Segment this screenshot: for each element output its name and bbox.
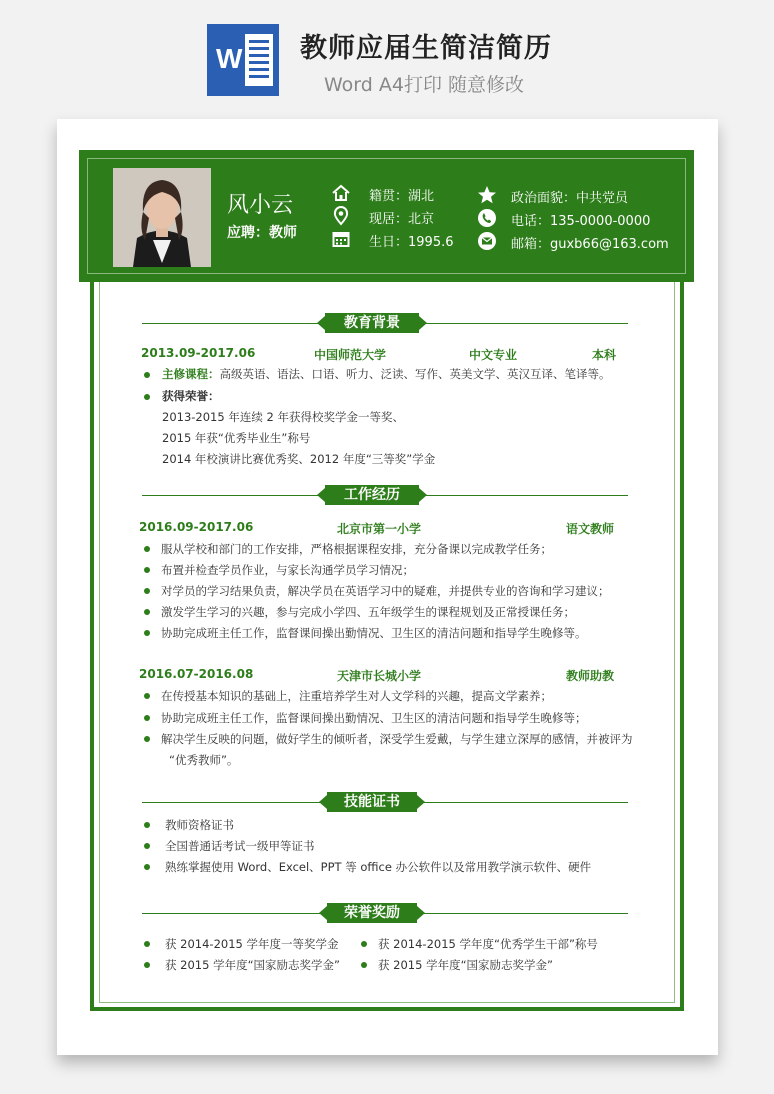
- star-icon: [477, 185, 497, 205]
- bullet: [144, 822, 150, 828]
- award-item: 获 2015 学年度“国家励志奖学金”: [378, 958, 553, 972]
- job-role: 语文教师: [566, 522, 615, 536]
- bullet: [144, 567, 150, 573]
- calendar-icon: [331, 229, 351, 249]
- bullet: [144, 546, 150, 552]
- word-document-icon: [207, 24, 279, 96]
- job-duty: 在传授基本知识的基础上，注重培养学生对人文学科的兴趣，提高文学素养；: [161, 689, 552, 703]
- education-section-title: 教育背景: [325, 313, 419, 333]
- skills-section-title: 技能证书: [327, 792, 417, 812]
- politics-text: 政治面貌：中共党员: [511, 191, 629, 206]
- bullet: [144, 630, 150, 636]
- award-item: 获 2014-2015 学年度一等奖学金: [165, 937, 339, 951]
- courses-line: [162, 366, 611, 382]
- home-icon: [331, 183, 351, 203]
- award-item: 获 2014-2015 学年度“优秀学生干部”称号: [378, 937, 598, 951]
- honors-label: 获得荣誉：: [162, 389, 220, 403]
- job-period: 2016.07-2016.08: [139, 667, 254, 681]
- award-item: 获 2015 学年度“国家励志奖学金”: [165, 958, 340, 972]
- bullet: [361, 962, 367, 968]
- education-period: 2013.09-2017.06: [141, 346, 256, 360]
- bullet: [144, 941, 150, 947]
- honor-item: 2013-2015 年连续 2 年获得校奖学金一等奖、: [162, 410, 404, 424]
- job-org: 天津市长城小学: [337, 669, 422, 683]
- job-duty-continuation: “优秀教师”。: [169, 753, 239, 767]
- top-banner: [0, 0, 774, 110]
- bullet: [144, 609, 150, 615]
- job-duty: 对学员的学习结果负责，解决学员在英语学习中的疑难，并提供专业的咨询和学习建议；: [161, 584, 610, 598]
- applied-position: 应聘：教师: [227, 225, 297, 241]
- email-text: 邮箱：guxb66@163.com: [511, 237, 669, 252]
- banner-subtitle: Word A4打印 随意修改: [324, 74, 525, 96]
- bullet: [144, 588, 150, 594]
- phone-text: 电话：135-0000-0000: [511, 214, 651, 229]
- origin-text: 籍贯：湖北: [369, 189, 435, 204]
- bullet: [144, 693, 150, 699]
- bullet: [144, 962, 150, 968]
- birth-text: 生日：1995.6: [369, 235, 454, 250]
- profile-photo: [113, 168, 211, 267]
- job-duty: 协助完成班主任工作，监督课间操出勤情况、卫生区的清洁问题和指导学生晚修等；: [161, 711, 587, 725]
- honor-item: 2015 年获“优秀毕业生”称号: [162, 431, 311, 445]
- job-duty: 激发学生学习的兴趣，参与完成小学四、五年级学生的课程规划及正常授课任务；: [161, 605, 575, 619]
- job-role: 教师助教: [566, 669, 615, 683]
- courses-label: 主修课程：: [162, 367, 220, 381]
- skill-item: 熟练掌握使用 Word、Excel、PPT 等 office 办公软件以及常用教学演示软件、硬件: [165, 860, 592, 874]
- job-duty: 协助完成班主任工作，监督课间操出勤情况、卫生区的清洁问题和指导学生晚修等。: [161, 626, 587, 640]
- job-duty: 服从学校和部门的工作安排，严格根据课程安排，充分备课以完成教学任务；: [161, 542, 552, 556]
- skill-item: 全国普通话考试一级甲等证书: [165, 839, 315, 853]
- resume-header: [79, 150, 694, 282]
- job-period: 2016.09-2017.06: [139, 520, 254, 534]
- bullet: [361, 941, 367, 947]
- courses-text: 高级英语、语法、口语、听力、泛读、写作、英美文学、英汉互译、笔译等。: [219, 367, 611, 381]
- phone-icon: [477, 208, 497, 228]
- job-duty: 解决学生反映的问题，做好学生的倾听者，深受学生爱戴，与学生建立深厚的感情，并被评为: [161, 732, 633, 746]
- residence-text: 现居：北京: [369, 212, 435, 227]
- bullet: [144, 843, 150, 849]
- education-school: 中国师范大学: [314, 348, 387, 362]
- job-org: 北京市第一小学: [337, 522, 422, 536]
- word-icon-letter: W: [216, 43, 243, 74]
- work-section-title: 工作经历: [325, 485, 419, 505]
- honor-item: 2014 年校演讲比赛优秀奖、2012 年度“三等奖”学金: [162, 452, 436, 466]
- job-duty: 布置并检查学员作业，与家长沟通学员学习情况；: [161, 563, 414, 577]
- awards-section-title: 荣誉奖励: [327, 903, 417, 923]
- email-icon: [477, 231, 497, 251]
- education-degree: 本科: [592, 348, 617, 362]
- bullet: [144, 736, 150, 742]
- candidate-name: 风小云: [227, 193, 294, 218]
- bullet: [144, 864, 150, 870]
- location-pin-icon: [331, 206, 351, 226]
- skill-item: 教师资格证书: [165, 818, 234, 832]
- bullet: [144, 715, 150, 721]
- bullet: [144, 372, 150, 378]
- bullet: [144, 394, 150, 400]
- resume-page: [57, 119, 718, 1055]
- banner-title: 教师应届生简洁简历: [300, 33, 552, 64]
- education-major: 中文专业: [469, 348, 518, 362]
